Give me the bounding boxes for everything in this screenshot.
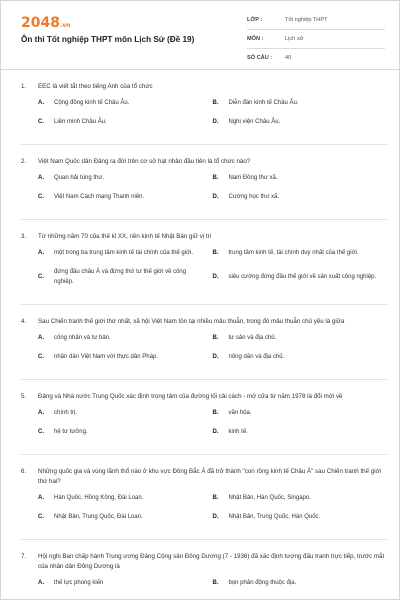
option-b[interactable] (213, 408, 388, 418)
question-text (21, 232, 387, 242)
site-logo[interactable] (21, 15, 70, 31)
option-letter: B. (212, 250, 219, 256)
option-c[interactable] (38, 192, 213, 202)
option-text: nhân dân Việt Nam với thực dân Pháp. (54, 354, 158, 360)
question-body: Sau Chiến tranh thế giới thứ nhất, xã hội Việt Nam tồn tại nhiều mâu thuẫn, trong đó mâu thuẫn chủ yếu là giữa (38, 318, 345, 325)
option-a[interactable] (38, 333, 213, 343)
question-item (21, 305, 387, 380)
option-text: tư sản và địa chủ. (228, 335, 277, 341)
option-text: Diễn đàn kinh tế Châu Âu. (228, 100, 299, 106)
question-item (21, 380, 387, 455)
option-text: thế lực phong kiến (54, 580, 104, 586)
option-text: công nhân và tư bản. (54, 335, 111, 341)
option-a[interactable] (38, 408, 213, 418)
question-text (21, 82, 387, 92)
option-letter: A. (38, 410, 44, 416)
question-number: 5. (21, 393, 27, 400)
question-item (21, 455, 387, 540)
option-list (21, 173, 387, 211)
option-d[interactable] (213, 192, 388, 202)
option-letter: A. (38, 100, 44, 106)
option-letter: D. (212, 274, 219, 280)
question-number: 2. (21, 158, 27, 165)
option-letter: B. (212, 100, 219, 106)
option-list (21, 333, 387, 371)
option-text: một trong ba trung tâm kinh tế tài chính của thế giới. (54, 250, 194, 256)
option-text: trung tâm kinh tế, tài chính duy nhất của thế giới. (228, 250, 359, 256)
question-list (1, 70, 399, 605)
option-d[interactable] (213, 427, 388, 437)
question-body: Việt Nam Quốc dân Đảng ra đời trên cơ sở hạt nhân đầu tiên là tổ chức nào? (38, 158, 251, 165)
option-list (21, 248, 387, 296)
option-letter: A. (38, 580, 44, 586)
option-letter: B. (212, 495, 219, 501)
option-letter: D. (212, 354, 219, 360)
logo-main: 2048 (21, 15, 60, 31)
question-number: 6. (21, 468, 27, 475)
logo-suffix: .vn (59, 22, 71, 29)
option-letter: B. (212, 580, 219, 586)
exam-title: Ôn thi Tốt nghiệp THPT môn Lịch Sử (Đề 19) (21, 35, 195, 44)
option-text: Nhật Bản, Hàn Quốc, Singapo. (228, 495, 311, 501)
meta-value: 40 (285, 55, 292, 61)
option-d[interactable] (213, 512, 388, 522)
option-text: Nam Đồng thư xã. (228, 175, 278, 181)
option-letter: C. (38, 119, 44, 125)
option-b[interactable] (213, 493, 388, 503)
meta-row-subject (247, 30, 385, 49)
option-a[interactable] (38, 98, 213, 108)
option-letter: A. (38, 250, 44, 256)
option-letter: B. (212, 175, 219, 181)
question-body: Từ những năm 70 của thế kỉ XX, nền kinh tế Nhật Bản giữ vị trí (38, 233, 212, 240)
option-letter: B. (212, 335, 219, 341)
option-b[interactable] (213, 98, 388, 108)
question-number: 7. (21, 553, 27, 560)
option-letter: D. (212, 119, 219, 125)
question-text (21, 317, 387, 327)
page-header (1, 1, 399, 70)
option-b[interactable] (213, 173, 388, 183)
option-text: Quan hải tùng thư. (54, 175, 105, 181)
option-text: Hàn Quốc, Hồng Kông, Đài Loan. (54, 495, 144, 501)
meta-key: MÔN : (247, 36, 264, 42)
question-text (21, 157, 387, 167)
option-text: Cộng đồng kinh tế Châu Âu. (54, 100, 130, 106)
option-text: siêu cường đứng đầu thế giới về sản xuất công nghiệp. (228, 274, 377, 280)
option-c[interactable] (38, 352, 213, 362)
option-c[interactable] (38, 117, 213, 127)
option-list (21, 493, 387, 531)
meta-value: Tốt nghiệp THPT (285, 17, 328, 23)
exam-meta (247, 11, 385, 67)
option-text: Liên minh Châu Âu. (54, 119, 107, 125)
option-d[interactable] (213, 352, 388, 362)
option-text: Nhật Bản, Trung Quốc, Hàn Quốc. (228, 514, 321, 520)
option-b[interactable] (213, 578, 388, 588)
option-letter: C. (38, 354, 44, 360)
option-text: bọn phản động thuộc địa. (228, 580, 297, 586)
meta-key: SỐ CÂU : (247, 55, 273, 61)
question-text (21, 392, 387, 402)
option-letter: C. (38, 194, 44, 200)
option-letter: B. (212, 410, 219, 416)
question-text (21, 552, 387, 572)
option-text: văn hóa. (228, 410, 252, 416)
option-letter: D. (212, 194, 219, 200)
option-letter: A. (38, 335, 44, 341)
option-c[interactable] (38, 427, 213, 437)
question-number: 4. (21, 318, 27, 325)
option-letter: D. (212, 514, 219, 520)
option-b[interactable] (213, 248, 388, 258)
question-body: Đảng và Nhà nước Trung Quốc xác định trọng tâm của đường lối cải cách - mở cửa từ năm 1978 là đổi mới về (38, 393, 343, 400)
meta-key: LỚP : (247, 17, 263, 23)
option-list (21, 578, 387, 597)
option-text: Nhật Bản, Trung Quốc, Đài Loan. (54, 514, 143, 520)
option-a[interactable] (38, 173, 213, 183)
meta-row-class (247, 11, 385, 30)
option-text: Cường học thư xã. (228, 194, 280, 200)
option-letter: C. (38, 514, 44, 520)
option-letter: C. (38, 429, 44, 435)
option-b[interactable] (213, 333, 388, 343)
meta-row-count (247, 49, 385, 67)
question-text (21, 467, 387, 487)
option-letter: A. (38, 495, 44, 501)
option-text: nông dân và địa chủ. (228, 354, 285, 360)
question-item (21, 70, 387, 145)
question-item (21, 540, 387, 605)
option-letter: D. (212, 429, 219, 435)
option-letter: C. (38, 274, 44, 280)
option-a[interactable] (38, 248, 213, 258)
question-item (21, 220, 387, 305)
question-body: Những quốc gia và vùng lãnh thổ nào ở khu vực Đông Bắc Á đã trở thành "con rồng kinh tế Châu Á" sau Chiến tranh thế giới thứ hai? (38, 468, 382, 485)
question-body: Hội nghị Ban chấp hành Trung ương Đảng Cộng sản Đông Dương (7 - 1936) đã xác định tượng đấu tranh trực tiếp, trước mắt của nhân dân Đông Dương là (38, 553, 385, 570)
option-text: đứng đầu châu Á và đứng thứ tư thế giới về công nghiệp. (54, 269, 187, 285)
question-number: 3. (21, 233, 27, 240)
option-list (21, 408, 387, 446)
option-text: Việt Nam Cách mạng Thanh niên. (54, 194, 145, 200)
option-text: kinh tế. (228, 429, 248, 435)
option-text: chính trị. (54, 410, 78, 416)
question-item (21, 145, 387, 220)
option-list (21, 98, 387, 136)
option-a[interactable] (38, 578, 213, 588)
option-text: hệ tư tưởng. (54, 429, 88, 435)
option-text: Nghị viện Châu Âu. (228, 119, 281, 125)
option-d[interactable] (213, 267, 388, 287)
meta-value: Lịch sử (285, 36, 304, 42)
question-number: 1. (21, 83, 27, 90)
option-c[interactable] (38, 512, 213, 522)
option-letter: A. (38, 175, 44, 181)
option-a[interactable] (38, 493, 213, 503)
option-c[interactable] (38, 267, 213, 287)
question-body: EEC là viết tắt theo tiếng Anh của tổ chức (38, 83, 153, 90)
option-d[interactable] (213, 117, 388, 127)
